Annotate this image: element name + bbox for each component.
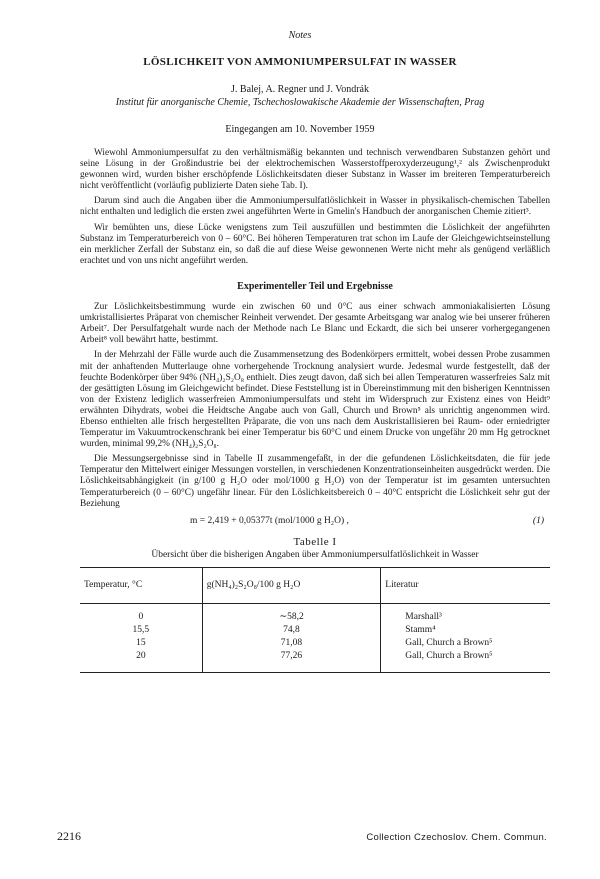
cell-temperature: 15: [136, 638, 146, 649]
cell-solubility: 74,8: [202, 624, 381, 637]
solubility-table: [80, 567, 550, 673]
cell-literature: Gall, Church a Brown⁵: [381, 637, 550, 650]
page-number: 2216: [57, 829, 81, 843]
section-heading: Experimenteller Teil und Ergebnisse: [237, 280, 393, 292]
experimental-paragraph-2: In der Mehrzahl der Fälle wurde auch die Zusammensetzung des Bodenkörpers ermittelt, wobei dessen Probe zusammen mit der anhaftenden Mutterlauge ohne vorhergehende Trocknung analysiert wurde. Jedesmal wurde festgestellt, daß der feuchte Bodenkörper über 94% (NH₄)₂S₂O₈ enthielt. Dies zeugt davon, daß sich bei allen Temperaturen wasserfreies Salz mit der gesättigten Lösung im Gleichgewicht befindet. Diese Feststellung ist in Übereinstimmung mit den bisherigen Kenntnissen von der Existenz lediglich wasserfreien Ammoniumpersulfats und steht im Widerspruch zur Existenz eines von Heidt⁹ erwähnten Dihydrats, wobei die Heidtsche Angabe auch von Gall, Church und Brown⁵ als unrichtig angenommen wird. Ebenso enthielten alle frisch hergestellten Präparate, die von uns nach dem Auskristallisieren bei Raum- oder erniedrigter Temperatur im Vakuumtrockenschrank bei einer Temperatur bis 60°C und einem Drucke von ungefähr 20 mm Hg getrocknet wurden, minimal 99,2% (NH₄)₂S₂O₈.: [80, 350, 550, 450]
journal-name: Collection Czechoslov. Chem. Commun.: [366, 832, 547, 843]
intro-paragraph-3: Wir bemühten uns, diese Lücke wenigstens zum Teil auszufüllen und bestimmten die Löslichkeit der angeführten Substanz im Temperaturbereich von 0 – 60°C. Bei höheren Temperaturen trat schon im Laufe der Gleichgewichtseinstellung ein merklicher Zerfall der Substanz ein, so daß die auf diese Weise gewonnenen Werte nicht mehr als genügend verläßlich erachtet und von uns nicht angeführt werden.: [80, 222, 550, 266]
cell-literature: Stamm⁴: [381, 624, 550, 637]
cell-literature: Gall, Church a Brown⁵: [381, 650, 550, 673]
equation-number: (1): [532, 515, 544, 526]
experimental-paragraph-3: Die Messungsergebnisse sind in Tabelle II zusammengefaßt, in der die gefundenen Löslichkeitsdaten, die für jede Temperatur den Mittelwert einiger Messungen vorstellen, in verschiedenen Konzentrationseinheiten ausgedrückt werden. Die Löslichkeitsabhängigkeit (in g/100 g H₂O oder mol/1000 g H₂O) von der Temperatur ist im gesamten untersuchten Temperaturbereich (0 – 60°C) ungefähr linear. Für den Löslichkeitsbereich 0 – 40°C entspricht die Löslichkeit sehr gut der Beziehung: [80, 454, 550, 509]
cell-temperature: 15,5: [132, 625, 150, 636]
running-head: Notes: [288, 30, 312, 41]
cell-solubility: 71,08: [202, 637, 381, 650]
article-body: [80, 148, 550, 673]
cell-temperature: 0: [138, 612, 144, 623]
table-row: [80, 624, 550, 637]
column-header-temperature: Temperatur, °C: [80, 568, 202, 604]
article-title: LÖSLICHKEIT VON AMMONIUMPERSULFAT IN WASSER: [143, 56, 457, 68]
table-row: [80, 650, 550, 673]
table-header-row: [80, 568, 550, 604]
equation-text: m = 2,419 + 0,05377t (mol/1000 g H₂O) ,: [190, 515, 349, 526]
page-footer: [57, 829, 547, 844]
column-header-solubility: g(NH₄)₂S₂O₈/100 g H₂O: [202, 568, 381, 604]
received-date: Eingegangen am 10. November 1959: [225, 124, 375, 135]
intro-paragraph-1: Wiewohl Ammoniumpersulfat zu den verhältnismäßig bekannten und technisch verwendbaren Substanzen gehört und seine Lösung in der Großindustrie bei der elektrochemischen Wasserstoffperoxyderzeugung¹,² als Zwischenprodukt gewonnen wird, wurden bisher erschöpfende Löslichkeitsdaten dieser Substanz in Wasser im breiteren Temperaturbereich nicht veröffentlicht (vorläufig publizierte Daten siehe Tab. I).: [80, 148, 550, 192]
table-row: [80, 637, 550, 650]
authors: J. Balej, A. Regner und J. Vondrák: [231, 84, 369, 95]
intro-paragraph-2: Darum sind auch die Angaben über die Ammoniumpersulfatlöslichkeit in Wasser in physikalisch-chemischen Tabellen nicht enthalten und lediglich die ersten zwei angeführten Werte in Gmelin's Handbuch der anorganischen Chemie zitiert³.: [80, 196, 550, 218]
cell-solubility: ∼58,2: [202, 604, 381, 625]
equation: [80, 516, 550, 527]
table-caption: Übersicht über die bisherigen Angaben über Ammoniumpersulfatlöslichkeit in Wasser: [151, 549, 479, 560]
institution: Institut für anorganische Chemie, Tschechoslowakische Akademie der Wissenschaften, Prag: [115, 97, 485, 108]
table-title: Tabelle I: [293, 535, 337, 548]
column-header-literature: Literatur: [381, 568, 550, 604]
table-row: [80, 604, 550, 625]
cell-solubility: 77,26: [202, 650, 381, 673]
cell-temperature: 20: [80, 650, 202, 673]
cell-literature: Marshall³: [381, 604, 550, 625]
experimental-paragraph-1: Zur Löslichkeitsbestimmung wurde ein zwischen 60 und 0°C aus einer schwach ammoniakalisierten Lösung umkristallisiertes Präparat von chemischer Reinheit verwendet. Der gesamte Arbeitsgang war analog wie bei unserer früheren Arbeit⁷. Der Persulfatgehalt wurde nach der Methode nach Le Blanc und Eckardt, die sich bei unserer vorhergegangenen Arbeit⁸ voll bewährt hatte, bestimmt.: [80, 302, 550, 346]
